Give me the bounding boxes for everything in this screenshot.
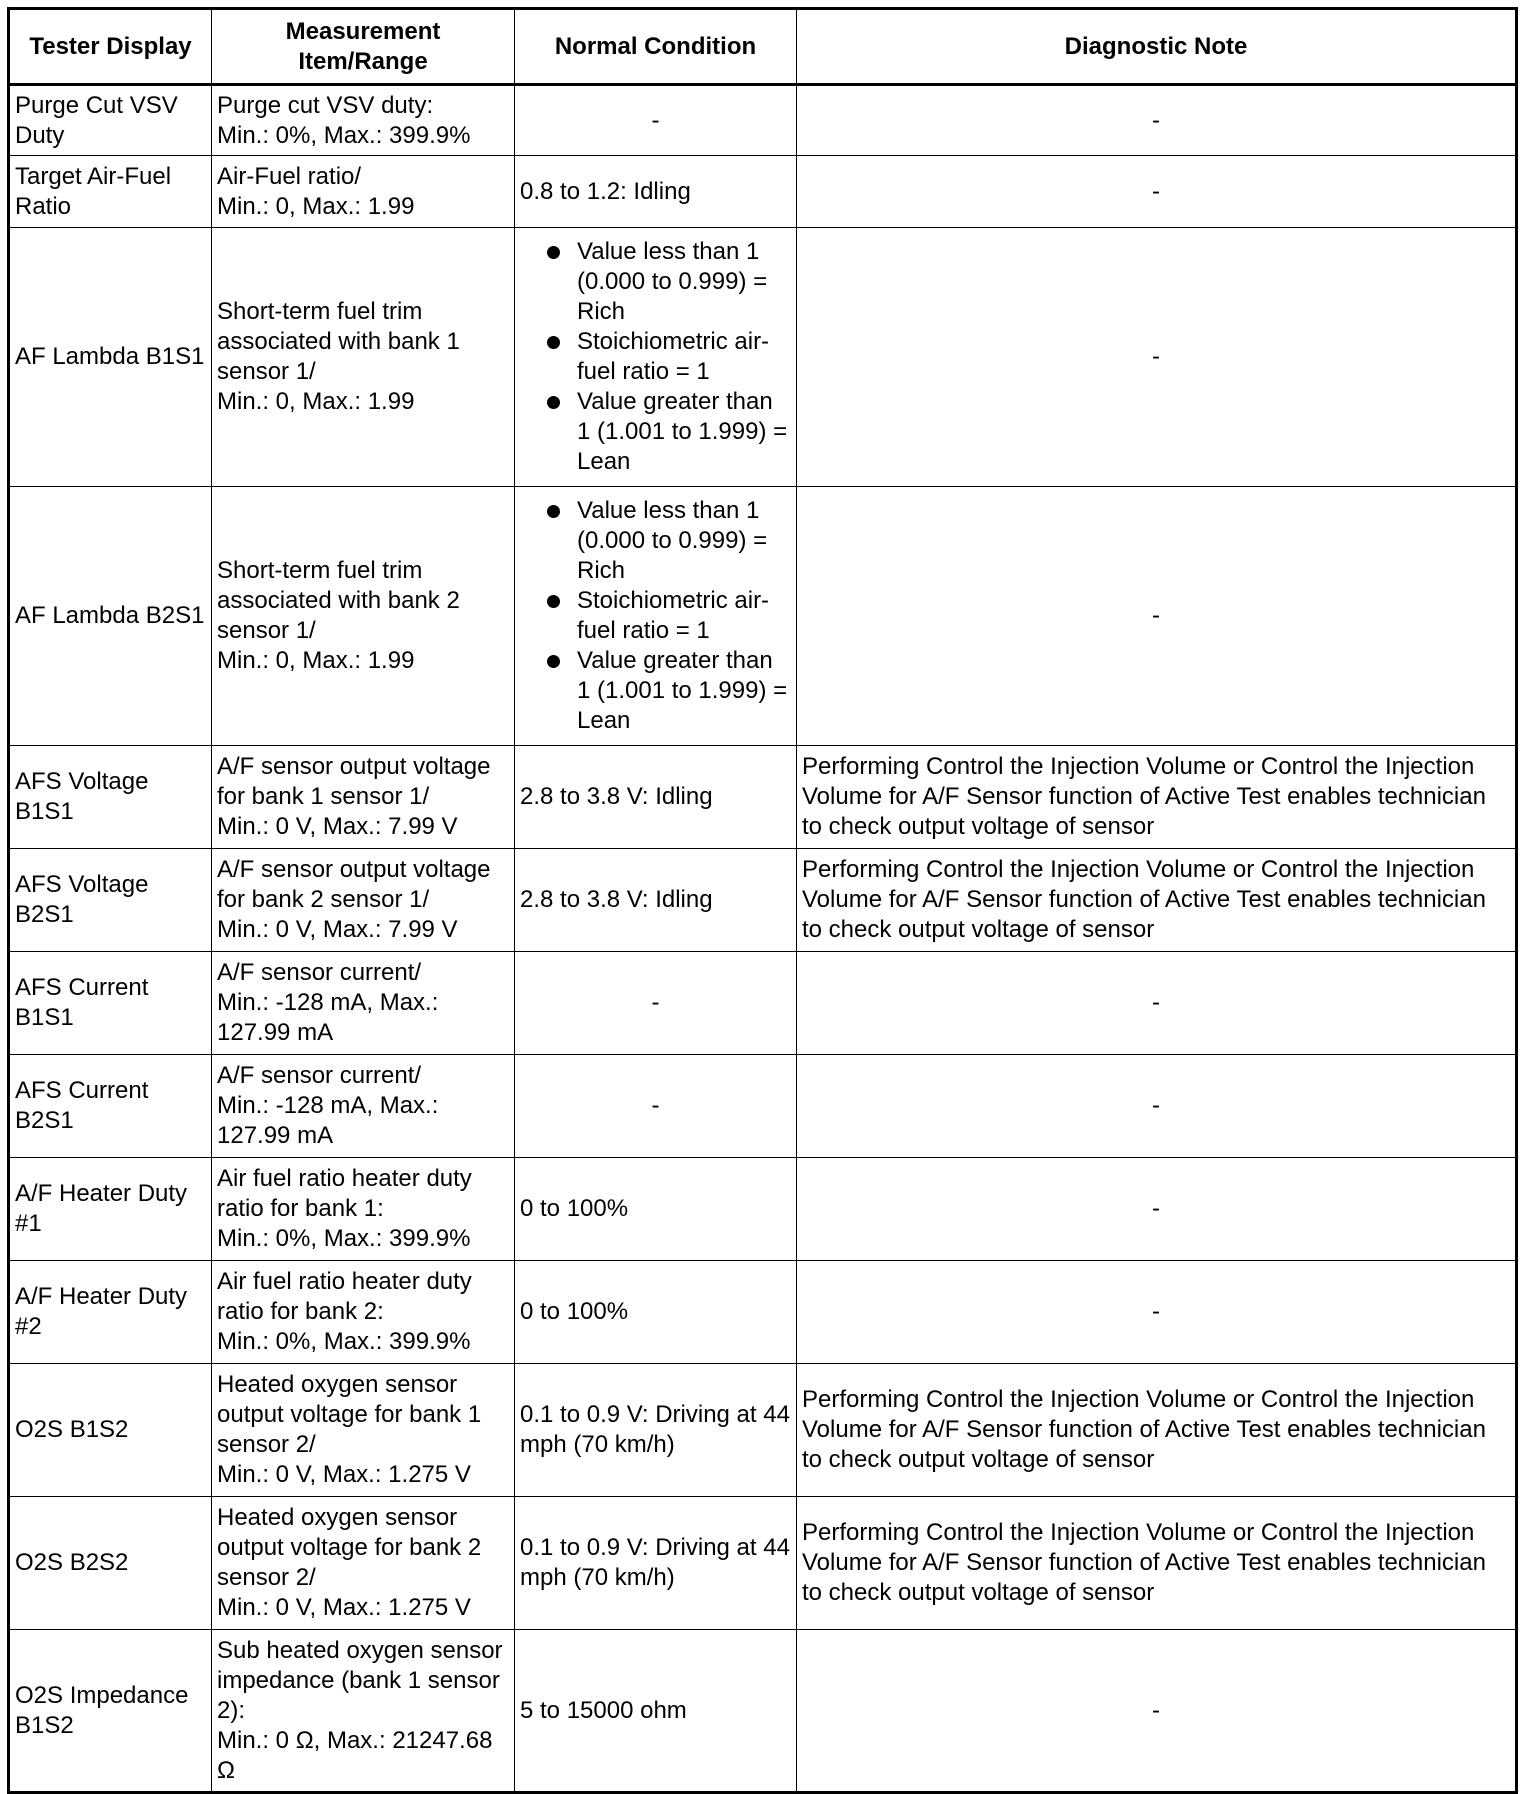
cell-diagnostic-note: - — [797, 952, 1517, 1055]
measurement-line: Heated oxygen sensor output voltage for bank 2 sensor 2/ — [217, 1504, 482, 1591]
cell-diagnostic-note: - — [797, 487, 1517, 746]
measurement-range: Min.: 0, Max.: 1.99 — [217, 192, 415, 220]
cell-diagnostic-note: Performing Control the Injection Volume or Control the Injection Volume for A/F Sensor function of Active Test enables technician to check output voltage of sensor — [797, 1497, 1517, 1630]
list-item: Value less than 1 (0.000 to 0.999) = Rich — [520, 237, 791, 327]
table-row — [9, 1630, 1517, 1793]
header-measurement-item — [212, 9, 515, 85]
cell-normal-condition: - — [515, 1055, 797, 1158]
table-row — [9, 156, 1517, 228]
list-item: Stoichiometric air-fuel ratio = 1 — [520, 586, 791, 646]
cell-normal-condition: 0.1 to 0.9 V: Driving at 44 mph (70 km/h) — [515, 1497, 797, 1630]
table-header — [9, 9, 1517, 85]
cell-tester-display: O2S B2S2 — [9, 1497, 212, 1630]
table-row — [9, 85, 1517, 156]
table-row — [9, 1055, 1517, 1158]
cell-tester-display: O2S Impedance B1S2 — [9, 1630, 212, 1793]
measurement-line: Air fuel ratio heater duty ratio for bank 1: — [217, 1165, 472, 1222]
cell-measurement — [212, 1261, 515, 1364]
header-measurement-line2: Item/Range — [298, 47, 428, 75]
list-item: Value less than 1 (0.000 to 0.999) = Rich — [520, 496, 791, 586]
data-list-table — [7, 7, 1518, 1794]
table-row — [9, 228, 1517, 487]
table-row — [9, 952, 1517, 1055]
list-item: Value greater than 1 (1.001 to 1.999) = Lean — [520, 646, 791, 736]
cell-normal-condition: - — [515, 85, 797, 156]
list-item: Value greater than 1 (1.001 to 1.999) = Lean — [520, 387, 791, 477]
cell-tester-display: A/F Heater Duty #2 — [9, 1261, 212, 1364]
cell-measurement — [212, 1158, 515, 1261]
cell-measurement — [212, 1630, 515, 1793]
measurement-line: Purge cut VSV duty: — [217, 91, 434, 119]
cell-normal-condition: 0 to 100% — [515, 1158, 797, 1261]
measurement-line: A/F sensor current/ — [217, 1062, 422, 1089]
document-page — [7, 7, 1515, 1794]
cell-tester-display: AFS Current B2S1 — [9, 1055, 212, 1158]
header-diagnostic-note: Diagnostic Note — [797, 9, 1517, 85]
cell-measurement — [212, 85, 515, 156]
measurement-range: Min.: 0 V, Max.: 1.275 V — [217, 1461, 471, 1488]
cell-tester-display: AF Lambda B1S1 — [9, 228, 212, 487]
cell-measurement — [212, 1364, 515, 1497]
header-row — [9, 9, 1517, 85]
table-body — [9, 85, 1517, 1793]
cell-normal-condition — [515, 487, 797, 746]
cell-tester-display: O2S B1S2 — [9, 1364, 212, 1497]
measurement-range: Min.: -128 mA, Max.: 127.99 mA — [217, 1092, 439, 1149]
cell-measurement — [212, 1497, 515, 1630]
table-row — [9, 1158, 1517, 1261]
measurement-range: Min.: 0 V, Max.: 7.99 V — [217, 813, 458, 840]
cell-measurement — [212, 952, 515, 1055]
measurement-range: Min.: 0, Max.: 1.99 — [217, 647, 415, 674]
measurement-range: Min.: 0%, Max.: 399.9% — [217, 1225, 471, 1252]
cell-tester-display: AFS Voltage B1S1 — [9, 746, 212, 849]
measurement-line: A/F sensor output voltage for bank 1 sensor 1/ — [217, 753, 491, 810]
cell-normal-condition — [515, 228, 797, 487]
cell-normal-condition: 0.8 to 1.2: Idling — [515, 156, 797, 228]
cell-measurement — [212, 228, 515, 487]
header-tester-display: Tester Display — [9, 9, 212, 85]
measurement-line: A/F sensor output voltage for bank 2 sensor 1/ — [217, 856, 491, 913]
normal-condition-list — [520, 496, 791, 736]
cell-normal-condition: 2.8 to 3.8 V: Idling — [515, 746, 797, 849]
cell-tester-display: AF Lambda B2S1 — [9, 487, 212, 746]
cell-measurement — [212, 1055, 515, 1158]
measurement-range: Min.: 0 Ω, Max.: 21247.68 Ω — [217, 1726, 493, 1784]
table-row — [9, 746, 1517, 849]
cell-normal-condition: 2.8 to 3.8 V: Idling — [515, 849, 797, 952]
measurement-range: Min.: 0 V, Max.: 1.275 V — [217, 1594, 471, 1621]
measurement-range: Min.: -128 mA, Max.: 127.99 mA — [217, 989, 439, 1046]
cell-diagnostic-note: - — [797, 1261, 1517, 1364]
cell-diagnostic-note: - — [797, 1630, 1517, 1793]
cell-measurement — [212, 746, 515, 849]
cell-tester-display: Purge Cut VSV Duty — [9, 85, 212, 156]
cell-diagnostic-note: - — [797, 228, 1517, 487]
measurement-line: Sub heated oxygen sensor impedance (bank 1 sensor 2): — [217, 1636, 503, 1724]
cell-diagnostic-note: Performing Control the Injection Volume or Control the Injection Volume for A/F Sensor function of Active Test enables technician to check output voltage of sensor — [797, 849, 1517, 952]
normal-condition-list — [520, 237, 791, 477]
cell-measurement — [212, 849, 515, 952]
cell-normal-condition: - — [515, 952, 797, 1055]
cell-measurement — [212, 156, 515, 228]
measurement-range: Min.: 0, Max.: 1.99 — [217, 388, 415, 415]
table-row — [9, 487, 1517, 746]
cell-normal-condition: 0.1 to 0.9 V: Driving at 44 mph (70 km/h) — [515, 1364, 797, 1497]
measurement-range: Min.: 0 V, Max.: 7.99 V — [217, 916, 458, 943]
cell-diagnostic-note: - — [797, 1158, 1517, 1261]
measurement-line: A/F sensor current/ — [217, 959, 422, 986]
header-measurement-line1: Measurement — [285, 17, 441, 45]
cell-diagnostic-note: - — [797, 1055, 1517, 1158]
table-row — [9, 849, 1517, 952]
cell-diagnostic-note: - — [797, 156, 1517, 228]
cell-tester-display: AFS Current B1S1 — [9, 952, 212, 1055]
table-row — [9, 1364, 1517, 1497]
table-row — [9, 1261, 1517, 1364]
cell-measurement — [212, 487, 515, 746]
measurement-line: Air-Fuel ratio/ — [217, 162, 362, 190]
cell-diagnostic-note: Performing Control the Injection Volume or Control the Injection Volume for A/F Sensor function of Active Test enables technician to check output voltage of sensor — [797, 746, 1517, 849]
measurement-range: Min.: 0%, Max.: 399.9% — [217, 1328, 471, 1355]
cell-tester-display: A/F Heater Duty #1 — [9, 1158, 212, 1261]
cell-tester-display: AFS Voltage B2S1 — [9, 849, 212, 952]
measurement-line: Heated oxygen sensor output voltage for bank 1 sensor 2/ — [217, 1371, 482, 1458]
cell-diagnostic-note: - — [797, 85, 1517, 156]
measurement-line: Air fuel ratio heater duty ratio for bank 2: — [217, 1268, 472, 1325]
measurement-line: Short-term fuel trim associated with bank 1 sensor 1/ — [217, 298, 460, 385]
list-item: Stoichiometric air-fuel ratio = 1 — [520, 327, 791, 387]
table-row — [9, 1497, 1517, 1630]
measurement-range: Min.: 0%, Max.: 399.9% — [217, 121, 471, 149]
cell-diagnostic-note: Performing Control the Injection Volume or Control the Injection Volume for A/F Sensor function of Active Test enables technician to check output voltage of sensor — [797, 1364, 1517, 1497]
cell-normal-condition: 0 to 100% — [515, 1261, 797, 1364]
cell-normal-condition: 5 to 15000 ohm — [515, 1630, 797, 1793]
measurement-line: Short-term fuel trim associated with bank 2 sensor 1/ — [217, 557, 460, 644]
header-normal-condition: Normal Condition — [515, 9, 797, 85]
cell-tester-display: Target Air-Fuel Ratio — [9, 156, 212, 228]
